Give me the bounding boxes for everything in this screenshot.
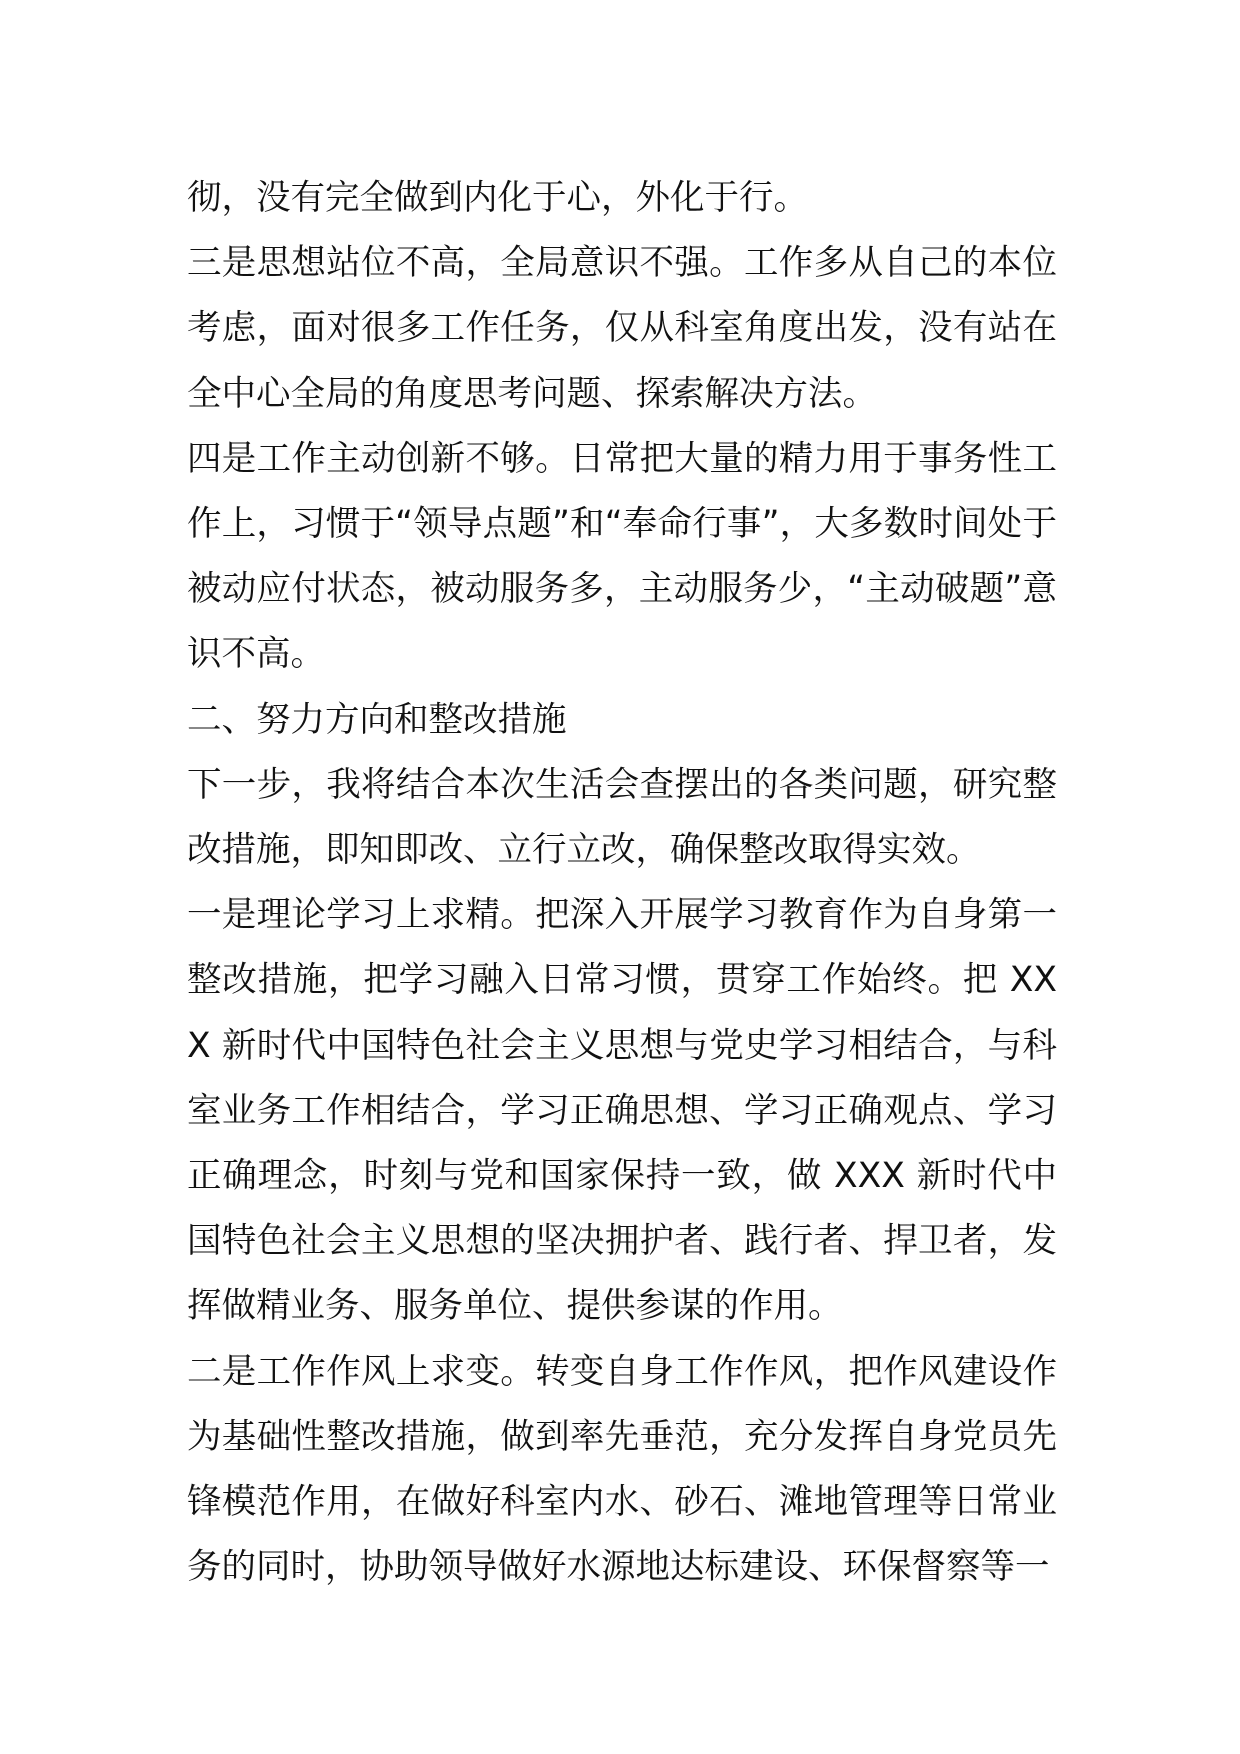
paragraph-point-four: 四是工作主动创新不够。日常把大量的精力用于事务性工作上，习惯于“领导点题”和“奉命行事”，大多数时间处于被动应付状态，被动服务多，主动服务少，“主动破题”意识不高。 (187, 438, 1057, 675)
paragraph-continuation: 彻，没有完全做到内化于心，外化于行。 (187, 178, 808, 218)
paragraph-measure-one: 一是理论学习上求精。把深入开展学习教育作为自身第一整改措施，把学习融入日常习惯，贯穿工作始终。把 XXX 新时代中国特色社会主义思想与党史学习相结合，与科室业务工作相结合，学习正确思想、学习正确观点、学习正确理念，时刻与党和国家保持一致，做 XXX 新时代中国特色社会主义思想的坚决拥护者、践行者、捍卫者，发挥做精业务、服务单位、提供参谋的作用。 (187, 895, 1057, 1327)
paragraph-point-three: 三是思想站位不高，全局意识不强。工作多从自己的本位考虑，面对很多工作任务，仅从科室角度出发，没有站在全中心全局的角度思考问题、探索解决方法。 (187, 243, 1057, 414)
paragraph-measure-two: 二是工作作风上求变。转变自身工作作风，把作风建设作为基础性整改措施，做到率先垂范，充分发挥自身党员先锋模范作用，在做好科室内水、砂石、滩地管理等日常业务的同时，协助领导做好水源地达标建设、环保督察等一 (187, 1351, 1057, 1588)
section-heading: 二、努力方向和整改措施 (187, 699, 567, 740)
paragraph-next-step: 下一步，我将结合本次生活会查摆出的各类问题，研究整改措施，即知即改、立行立改，确保整改取得实效。 (187, 764, 1057, 871)
document-body (187, 166, 1057, 1600)
